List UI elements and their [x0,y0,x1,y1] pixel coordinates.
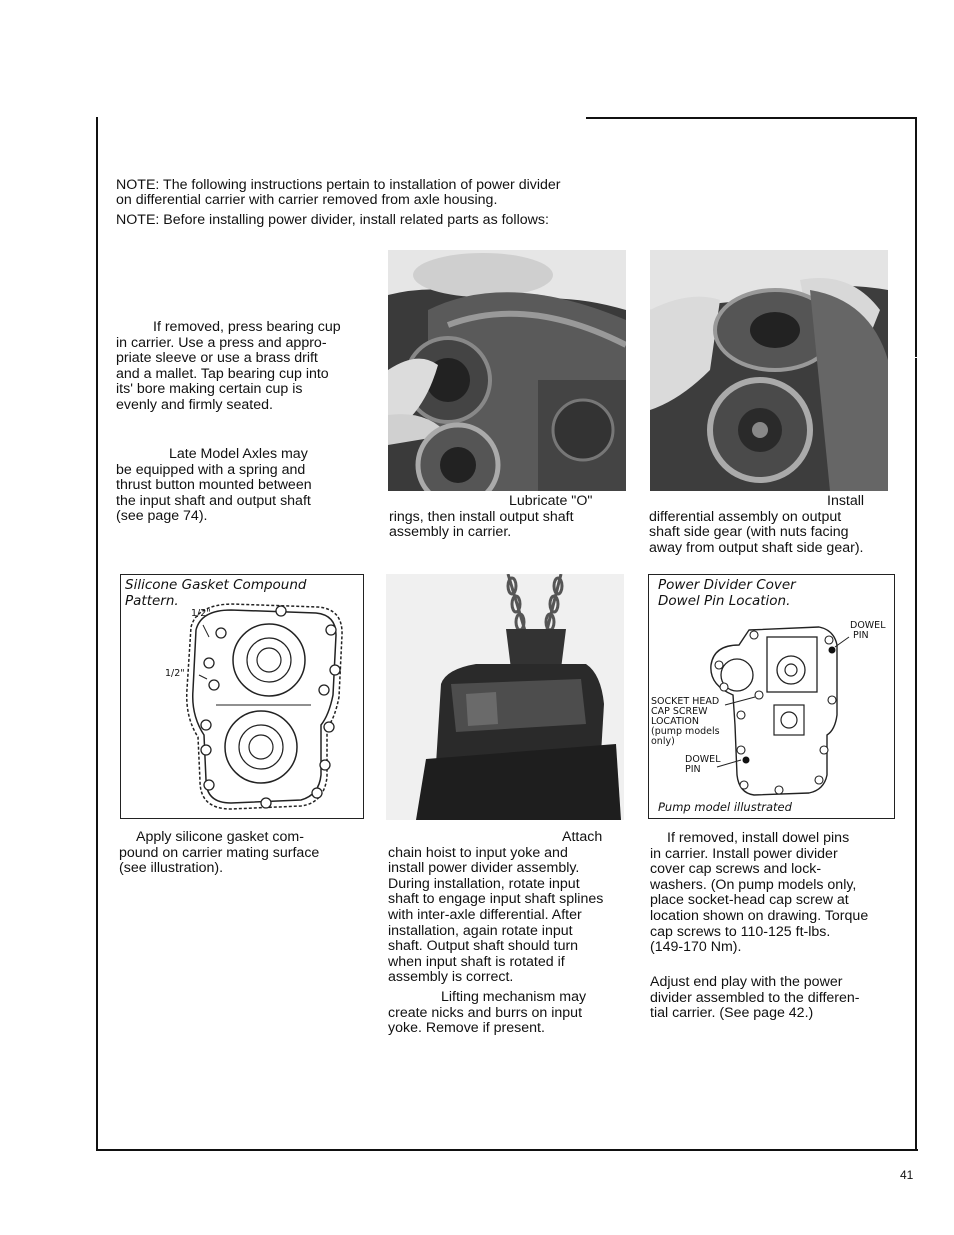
step-bearing-cup: If removed, press bearing cup in carrier. Use a press and appro- priate sleeve or use a brass drift and a mallet. Tap bearing cup into its' bore making certain cup is evenly and firmly seated. [116,319,341,413]
border-left [96,117,98,1151]
step-differential: Install differential assembly on output shaft side gear (with nuts facing away from output shaft side gear). [649,493,865,556]
border-right-upper [915,117,917,357]
border-top-right [586,117,917,119]
figure-cover-dowel-pin [648,574,895,819]
photo-differential-install [650,250,888,491]
step-dowel: If removed, install dowel pins in carrier. Install power divider cover cap screws and lock- washers. (On pump models only, place socket-head cap screw at location shown on drawing. Torque cap screws to 110-125 ft-lbs. (149-170 Nm). [650,830,869,956]
cover-label-dowel-top: DOWEL PIN [850,620,886,641]
dowel-pin-bottom [743,757,750,764]
step-hoist-caution: Lifting mechanism may create nicks and burrs on input yoke. Remove if present. [388,989,587,1037]
cover-label-socket: SOCKET HEAD CAP SCREW LOCATION (pump models only) [651,696,720,747]
photo-output-shaft-graphic [388,250,626,491]
border-right-lower [915,358,917,1151]
photo-hoist-power-divider [386,574,624,820]
step-late-model: Late Model Axles may be equipped with a spring and thrust button mounted between the input shaft and output shaft (see page 74). [116,446,312,525]
figure-gasket-pattern [120,574,364,819]
figure-cover-title: Power Divider Cover Dowel Pin Location. [658,577,796,609]
photo-hoist-graphic [386,574,624,820]
note-1: NOTE: The following instructions pertain to installation of power divider on differential carrier with carrier removed from axle housing. [116,177,561,209]
step-adjust-end-play: Adjust end play with the power divider assembled to the differen- tial carrier. (See page 42.) [650,974,860,1022]
gasket-dim-1: 1/2" [191,608,211,619]
dowel-pin-top [829,647,836,654]
cover-label-dowel-bottom: DOWEL PIN [685,754,721,775]
page-number: 41 [900,1168,914,1182]
gasket-dim-2: 1/2" [165,668,185,679]
photo-differential-graphic [650,250,888,491]
step-output-shaft: Lubricate "O" rings, then install output shaft assembly in carrier. [389,493,593,541]
step-gasket: Apply silicone gasket com- pound on carrier mating surface (see illustration). [119,829,320,877]
photo-output-shaft-install [388,250,626,491]
note-2: NOTE: Before installing power divider, install related parts as follows: [116,212,549,228]
step-hoist: Attach chain hoist to input yoke and install power divider assembly. During installation, rotate input shaft to engage input shaft splines with inter-axle differential. After installation, again rotate input shaft. Output shaft should turn when input shaft is rotated if assembly is correct. [388,829,604,986]
figure-gasket-title: Silicone Gasket Compound Pattern. [125,577,307,609]
border-bottom [96,1149,918,1151]
cover-caption: Pump model illustrated [658,800,792,814]
gasket-drawing [121,575,363,818]
